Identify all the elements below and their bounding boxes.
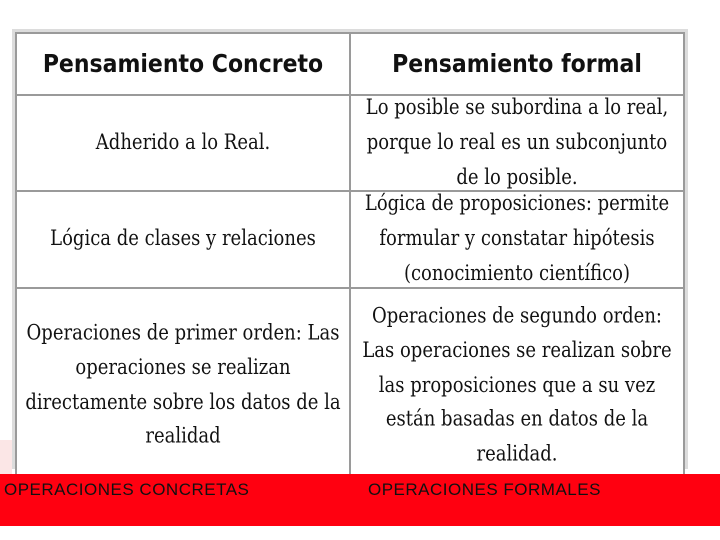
cell-text: Lo posible se subordina a lo real, porque lo real es un subconjunto de lo posible.: [365, 94, 669, 190]
footer-label-formal: OPERACIONES FORMALES: [368, 480, 601, 499]
cell-formal-1: [350, 95, 684, 191]
cell-text: Lógica de proposiciones: permite formular y constatar hipótesis (conocimiento científico): [364, 191, 670, 286]
cell-text: Lógica de clases y relaciones: [50, 225, 316, 252]
header-concrete: Pensamiento Concreto: [16, 28, 350, 99]
left-edge-decoration: [0, 440, 12, 474]
header-formal: Pensamiento formal: [350, 28, 684, 99]
cell-concrete-2: [16, 191, 350, 287]
cell-formal-2: [350, 191, 684, 287]
cell-formal-3: [350, 288, 684, 484]
footer-label-concrete: OPERACIONES CONCRETAS: [4, 480, 250, 499]
cell-text: Operaciones de segundo orden: Las operaciones se realizan sobre las proposiciones que a su vez están basadas en datos de la realidad.: [362, 302, 672, 467]
table-row: [16, 191, 684, 287]
table-row: [16, 95, 684, 191]
table-header-row: [16, 33, 684, 95]
cell-text: Operaciones de primer orden: Las operaciones se realizan directamente sobre los datos de la realidad: [25, 320, 341, 450]
comparison-table: [15, 32, 685, 485]
cell-concrete-1: [16, 95, 350, 191]
cell-text: Adherido a lo Real.: [95, 129, 271, 155]
cell-concrete-3: [16, 288, 350, 484]
table-row: [16, 288, 684, 484]
comparison-table-frame: [12, 29, 688, 469]
footer-banner: [0, 474, 720, 526]
